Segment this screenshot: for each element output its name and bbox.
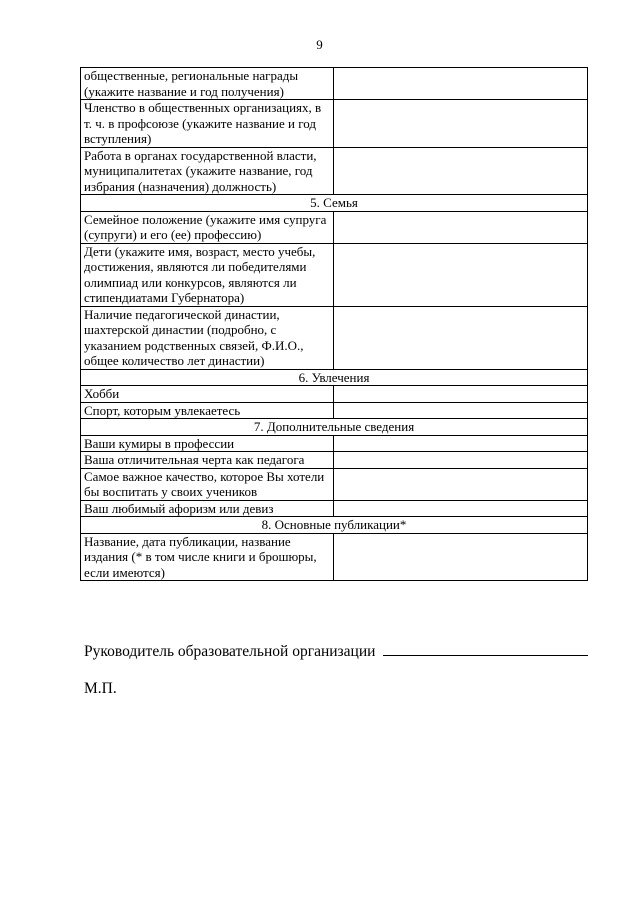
field-label: Ваша отличительная черта как педагога	[81, 452, 334, 469]
questionnaire-table	[80, 67, 588, 581]
field-value-cell[interactable]	[334, 147, 588, 195]
table-row	[81, 386, 588, 403]
field-label: Работа в органах государственной власти, муниципалитетах (укажите название, год избрания (назначения) должность)	[81, 147, 334, 195]
table-row	[81, 243, 588, 306]
table-row	[81, 500, 588, 517]
section-header-row	[81, 195, 588, 212]
field-label: Ваш любимый афоризм или девиз	[81, 500, 334, 517]
table-row	[81, 402, 588, 419]
table-row	[81, 147, 588, 195]
field-label: Наличие педагогической династии, шахтерской династии (подробно, с указанием родственных связей, Ф.И.О., общее количество лет династии)	[81, 306, 334, 369]
signature-line[interactable]	[383, 641, 588, 656]
field-value-cell[interactable]	[334, 100, 588, 148]
table-row	[81, 435, 588, 452]
field-value-cell[interactable]	[334, 435, 588, 452]
table-row	[81, 306, 588, 369]
field-value-cell[interactable]	[334, 243, 588, 306]
field-label: Ваши кумиры в профессии	[81, 435, 334, 452]
field-value-cell[interactable]	[334, 468, 588, 500]
table-row	[81, 68, 588, 100]
table-row	[81, 211, 588, 243]
field-label: Название, дата публикации, название издания (* в том числе книги и брошюры, если имеются)	[81, 533, 334, 581]
field-label: Дети (укажите имя, возраст, место учебы, достижения, являются ли победителями олимпиад или конкурсов, являются ли стипендиатами Губернатора)	[81, 243, 334, 306]
signature-label: Руководитель образовательной организации	[84, 643, 376, 660]
section-header-row	[81, 517, 588, 534]
field-value-cell[interactable]	[334, 68, 588, 100]
field-label: Спорт, которым увлекаетесь	[81, 402, 334, 419]
field-value-cell[interactable]	[334, 386, 588, 403]
table-row	[81, 100, 588, 148]
page-number: 9	[316, 37, 323, 52]
section-header-row	[81, 419, 588, 436]
field-value-cell[interactable]	[334, 211, 588, 243]
section-header-row	[81, 369, 588, 386]
stamp-label: М.П.	[84, 680, 117, 697]
section-title: 8. Основные публикации*	[81, 517, 588, 534]
table-row	[81, 533, 588, 581]
section-title: 5. Семья	[81, 195, 588, 212]
section-title: 7. Дополнительные сведения	[81, 419, 588, 436]
field-label: Самое важное качество, которое Вы хотели бы воспитать у своих учеников	[81, 468, 334, 500]
field-label: Хобби	[81, 386, 334, 403]
field-label: Семейное положение (укажите имя супруга (супруги) и его (ее) профессию)	[81, 211, 334, 243]
field-label: Членство в общественных организациях, в т. ч. в профсоюзе (укажите название и год вступления)	[81, 100, 334, 148]
field-value-cell[interactable]	[334, 306, 588, 369]
field-value-cell[interactable]	[334, 533, 588, 581]
questionnaire-body	[81, 68, 588, 581]
field-value-cell[interactable]	[334, 452, 588, 469]
field-value-cell[interactable]	[334, 500, 588, 517]
signature-block	[84, 641, 588, 661]
field-value-cell[interactable]	[334, 402, 588, 419]
section-title: 6. Увлечения	[81, 369, 588, 386]
table-row	[81, 468, 588, 500]
field-label: общественные, региональные награды (укажите название и год получения)	[81, 68, 334, 100]
table-row	[81, 452, 588, 469]
